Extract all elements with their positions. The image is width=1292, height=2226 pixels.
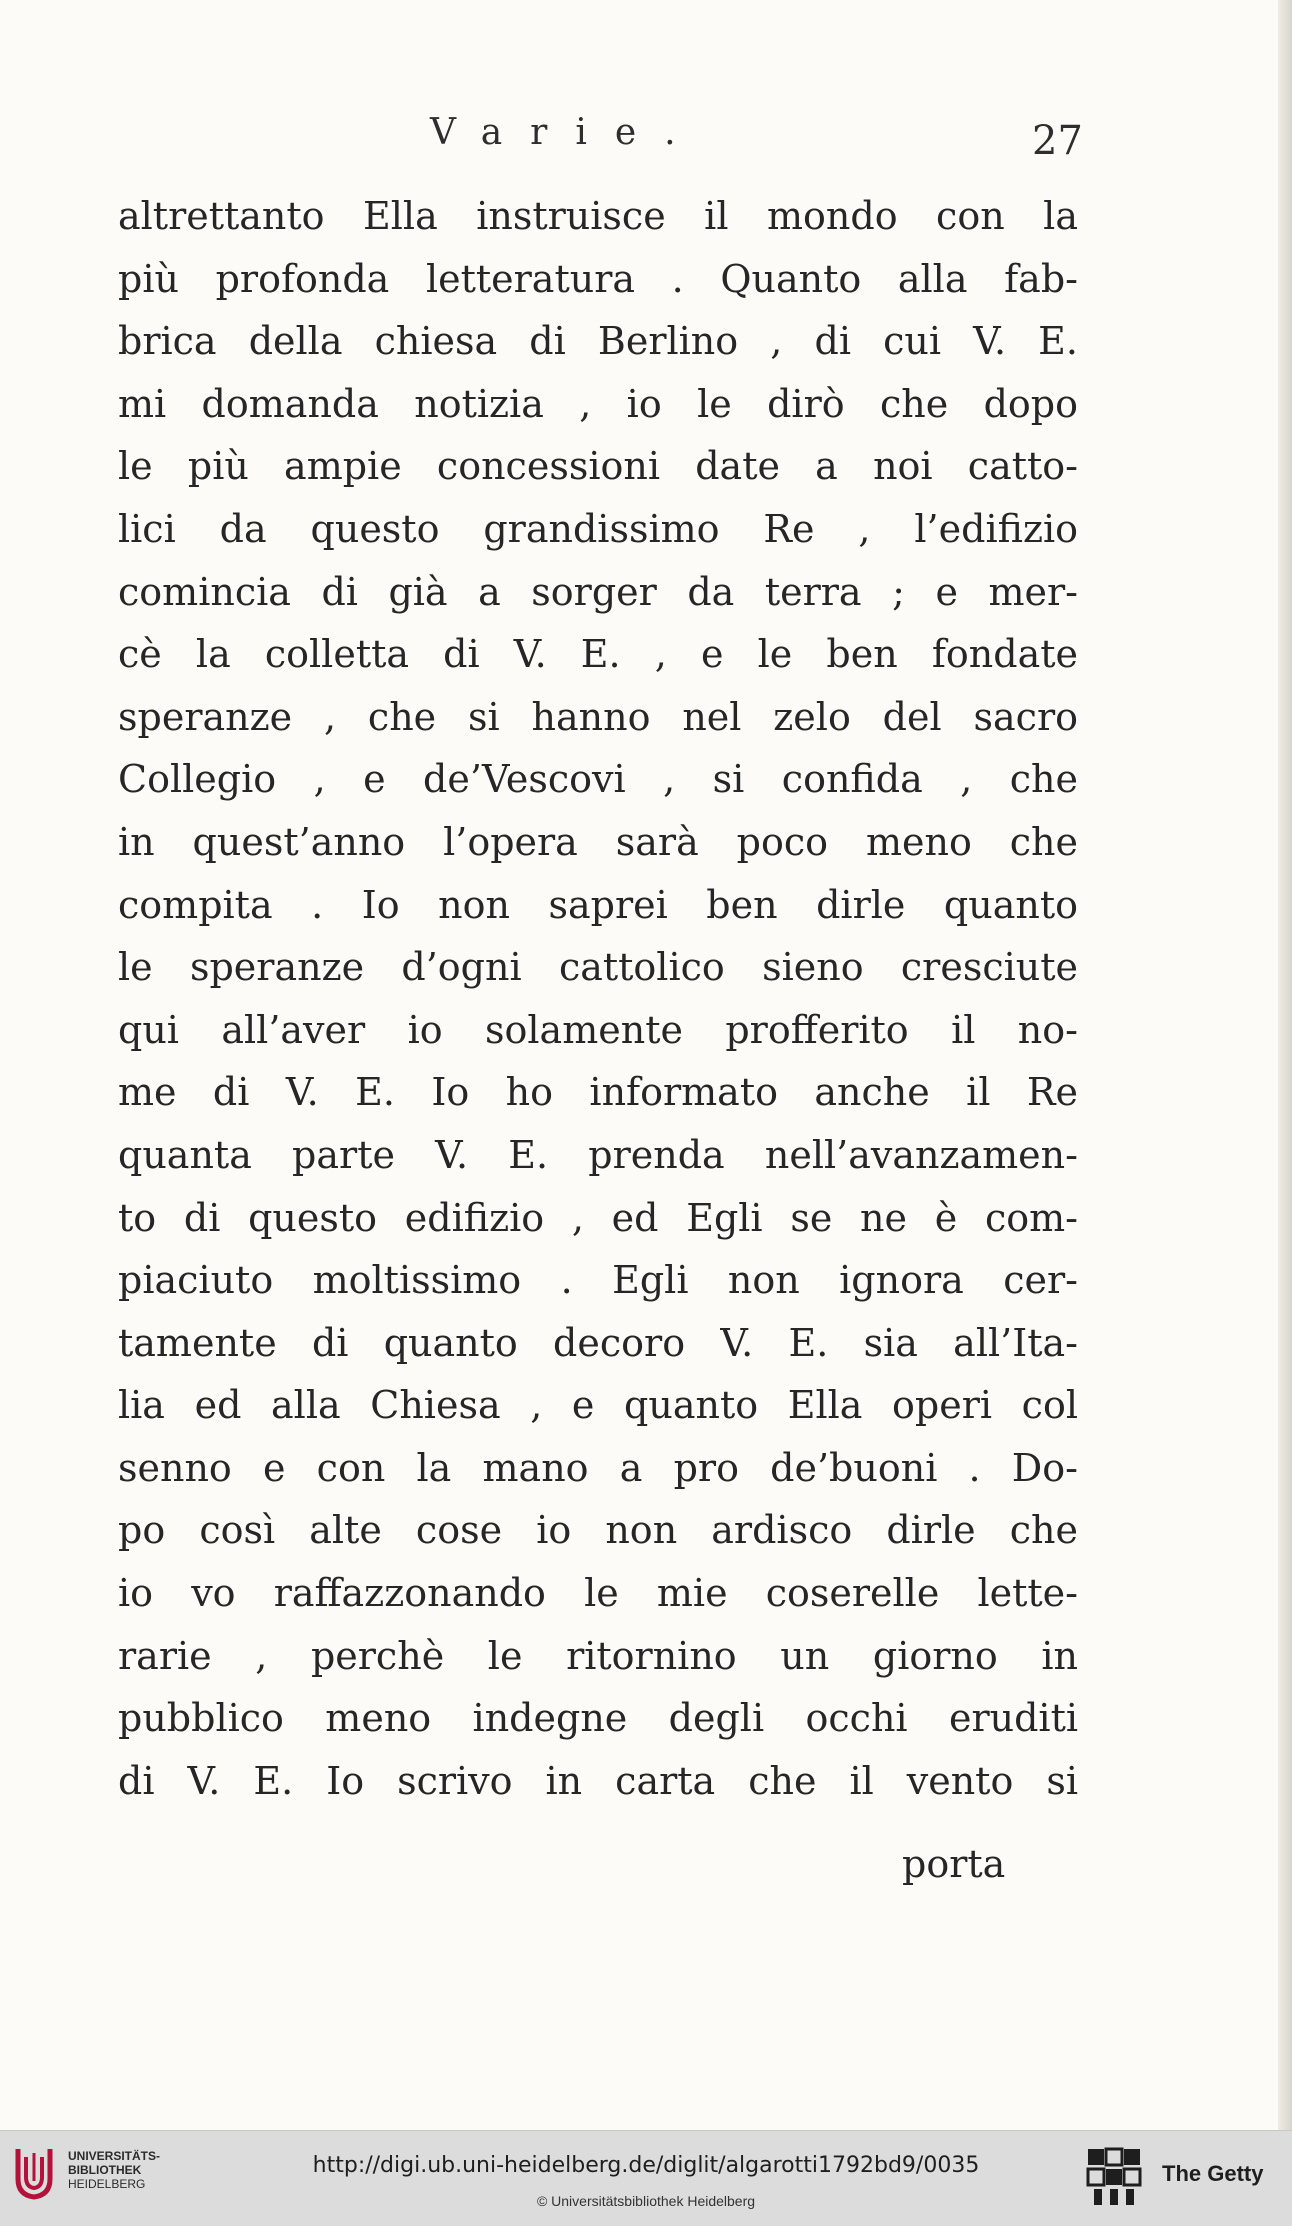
text-line: le più ampie concessioni date a noi catto- bbox=[118, 444, 1078, 489]
text-line: quanta parte V. E. prenda nell’avanzamen- bbox=[118, 1132, 1078, 1177]
text-line: lia ed alla Chiesa , e quanto Ella operi col bbox=[118, 1383, 1078, 1428]
text-line: me di V. E. Io ho informato anche il Re bbox=[118, 1070, 1078, 1115]
text-line: lici da questo grandissimo Re , l’edifizio bbox=[118, 506, 1078, 551]
text-line: comincia di già a sorger da terra ; e mer- bbox=[118, 569, 1078, 614]
viewer-footer bbox=[0, 2130, 1292, 2226]
page-number: 27 bbox=[1032, 118, 1083, 164]
text-line: Collegio , e de’Vescovi , si confida , che bbox=[118, 757, 1078, 802]
text-line: brica della chiesa di Berlino , di cui V. E. bbox=[118, 319, 1078, 364]
copyright-notice: © Universitätsbibliothek Heidelberg bbox=[536, 2193, 756, 2209]
text-line: in quest’anno l’opera sarà poco meno che bbox=[118, 819, 1078, 864]
text-line: senno e con la mano a pro de’buoni . Do- bbox=[118, 1445, 1078, 1490]
partner-name: The Getty bbox=[1162, 2161, 1264, 2186]
text-line: le speranze d’ogni cattolico sieno cresciute bbox=[118, 945, 1078, 990]
text-line: di V. E. Io scrivo in carta che il vento si bbox=[118, 1758, 1078, 1803]
text-line: cè la colletta di V. E. , e le ben fondate bbox=[118, 632, 1078, 677]
text-line: po così alte cose io non ardisco dirle che bbox=[118, 1508, 1078, 1553]
text-line: mi domanda notizia , io le dirò che dopo bbox=[118, 381, 1078, 426]
text-line: piaciuto moltissimo . Egli non ignora cer- bbox=[118, 1258, 1078, 1303]
text-line: compita . Io non saprei ben dirle quanto bbox=[118, 882, 1078, 927]
library-name: UNIVERSITÄTS- BIBLIOTHEK HEIDELBERG bbox=[68, 2149, 161, 2191]
page-edge-shadow bbox=[1278, 0, 1292, 2130]
text-line: pubblico meno indegne degli occhi eruditi bbox=[118, 1696, 1078, 1741]
body-text bbox=[118, 185, 1078, 1812]
text-line: rarie , perchè le ritornino un giorno in bbox=[118, 1633, 1078, 1678]
text-line: qui all’aver io solamente profferito il no- bbox=[118, 1007, 1078, 1052]
getty-logo-icon bbox=[1086, 2147, 1142, 2207]
permalink-url[interactable]: http://digi.ub.uni-heidelberg.de/diglit/algarotti1792bd9/0035 bbox=[312, 2153, 980, 2178]
catchword: porta bbox=[902, 1842, 1006, 1886]
text-line: più profonda letteratura . Quanto alla fab- bbox=[118, 256, 1078, 301]
running-head: Varie. bbox=[430, 112, 704, 153]
text-line: altrettanto Ella instruisce il mondo con la bbox=[118, 194, 1078, 238]
text-line: tamente di quanto decoro V. E. sia all’Ita- bbox=[118, 1320, 1078, 1365]
text-line: io vo raffazzonando le mie coserelle lette- bbox=[118, 1571, 1078, 1616]
text-line: speranze , che si hanno nel zelo del sacro bbox=[118, 694, 1078, 739]
text-line: to di questo edifizio , ed Egli se ne è com- bbox=[118, 1195, 1078, 1240]
